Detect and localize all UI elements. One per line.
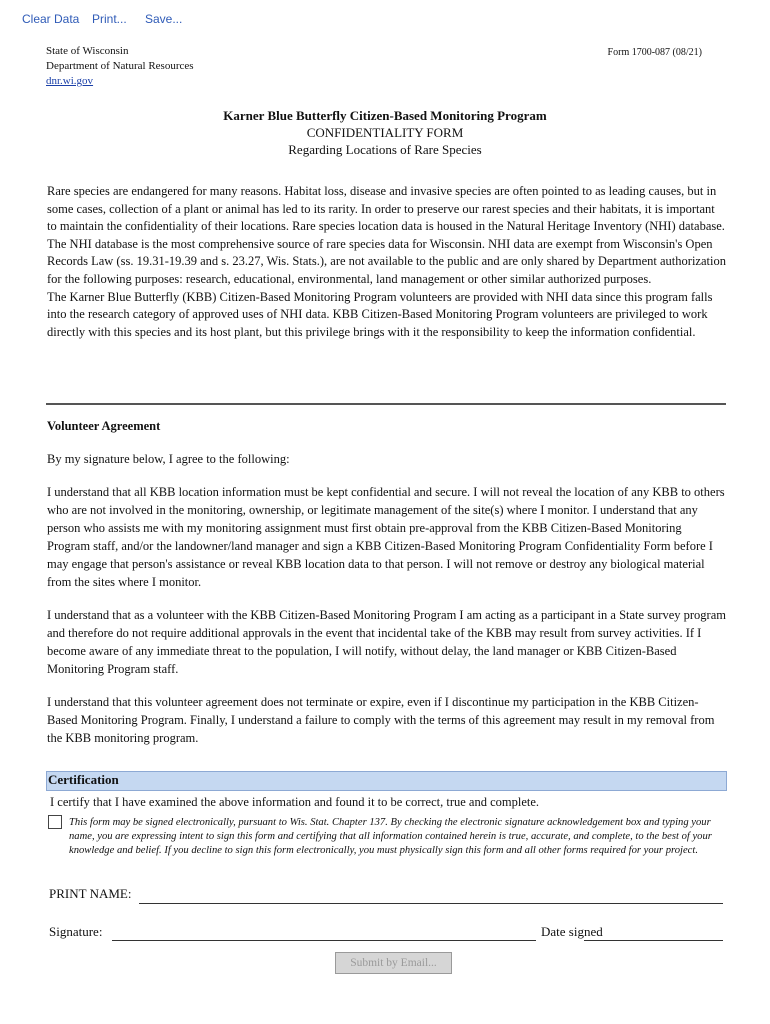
form-subsubtitle: Regarding Locations of Rare Species bbox=[288, 142, 482, 157]
agreement-paragraph-2: I understand that as a volunteer with the KBB Citizen-Based Monitoring Program I am acting as a participant in a State survey program and therefore do not require additional approvals in the event that incidental take of the KBB may result from survey activities. If I become aware of any immediate threat to the population, I will notify, without delay, the land manager or KBB Citizen-Based Monitoring Program staff. bbox=[47, 608, 726, 676]
department-name: Department of Natural Resources bbox=[46, 60, 194, 72]
date-signed-input[interactable] bbox=[584, 922, 723, 941]
date-signed-label: Date signed bbox=[541, 924, 603, 939]
certification-title: Certification bbox=[48, 772, 119, 787]
intro-paragraph-2: The Karner Blue Butterfly (KBB) Citizen-Based Monitoring Program volunteers are provided with NHI data since this program falls into the research category of approved uses of NHI data. KBB Citizen-Based Monitoring Program volunteers are privileged to work directly with this species and its host plant, but this privilege brings with it the responsibility to keep the information confidential. bbox=[47, 289, 713, 339]
form-title: Karner Blue Butterfly Citizen-Based Monitoring Program bbox=[223, 108, 547, 123]
dnr-website-link[interactable]: dnr.wi.gov bbox=[46, 75, 94, 87]
esignature-disclaimer: This form may be signed electronically, pursuant to Wis. Stat. Chapter 137. By checking the electronic signature acknowledgement box and typing your name, you are expressing intent to sign this form and certifying that all information contained herein is true, accurate, and complete, to the best of your knowledge and belief. If you decline to sign this form electronically, you must physically sign this form and all other forms required for your project. bbox=[69, 817, 712, 856]
print-name-input[interactable] bbox=[139, 885, 723, 904]
signature-label: Signature: bbox=[49, 924, 103, 939]
form-number: Form 1700-087 (08/21) bbox=[607, 47, 702, 58]
print-button[interactable]: Print... bbox=[92, 12, 127, 26]
agreement-paragraph-3: I understand that this volunteer agreement does not terminate or expire, even if I discontinue my participation in the KBB Citizen-Based Monitoring Program. Finally, I understand a failure to comply with the terms of this agreement may result in my removal from the KBB monitoring program. bbox=[47, 695, 715, 745]
state-name: State of Wisconsin bbox=[46, 45, 129, 57]
save-button[interactable]: Save... bbox=[145, 12, 183, 26]
certification-statement: I certify that I have examined the above information and found it to be correct, true and complete. bbox=[50, 795, 540, 809]
agreement-lead: By my signature below, I agree to the following: bbox=[47, 452, 290, 466]
signature-input[interactable] bbox=[112, 922, 536, 941]
print-name-label: PRINT NAME: bbox=[49, 886, 132, 901]
agreement-paragraph-1: I understand that all KBB location information must be kept confidential and secure. I will not reveal the location of any KBB to others who are not involved in the monitoring, ownership, or legitimate management of the site(s) where I monitor. I understand that any person who assists me with my monitoring assignment must first obtain pre-approval from the KBB Citizen-Based Monitoring Program staff, and/or the landowner/land manager and sign a KBB Citizen-Based Monitoring Program Confidentiality Form before I may engage that person's assistance or reveal KBB location data to that person. I will not remove or destroy any biological material from the sites where I monitor. bbox=[47, 485, 725, 589]
section-divider bbox=[46, 403, 726, 405]
submit-by-email-button[interactable]: Submit by Email... bbox=[335, 952, 452, 974]
certification-header bbox=[46, 771, 727, 791]
volunteer-agreement-section bbox=[47, 417, 727, 762]
intro-paragraph-1: Rare species are endangered for many reasons. Habitat loss, disease and invasive species are often pointed to as leading causes, but in some cases, collection of a plant or animal has led to its rarity. In order to preserve our rarest species and their habitats, it is important to maintain the confidentiality of their locations. Rare species location data is housed in the Natural Heritage Inventory (NHI) database. The NHI database is the most comprehensive source of rare species data for Wisconsin. NHI data are exempt from Wisconsin's Open Records Law (ss. 19.31-19.39 and s. 23.27, Wis. Stats.), are not available to the public and are only shared by Department authorization for the following purposes: research, educational, environmental, land management or other similar authorized purposes. bbox=[47, 184, 726, 286]
intro-section bbox=[47, 183, 727, 341]
esignature-checkbox[interactable] bbox=[48, 815, 62, 829]
form-subtitle: CONFIDENTIALITY FORM bbox=[306, 125, 464, 140]
agreement-title: Volunteer Agreement bbox=[47, 419, 161, 433]
clear-data-button[interactable]: Clear Data bbox=[22, 12, 80, 26]
agency-block bbox=[46, 44, 194, 89]
form-heading bbox=[0, 107, 770, 158]
